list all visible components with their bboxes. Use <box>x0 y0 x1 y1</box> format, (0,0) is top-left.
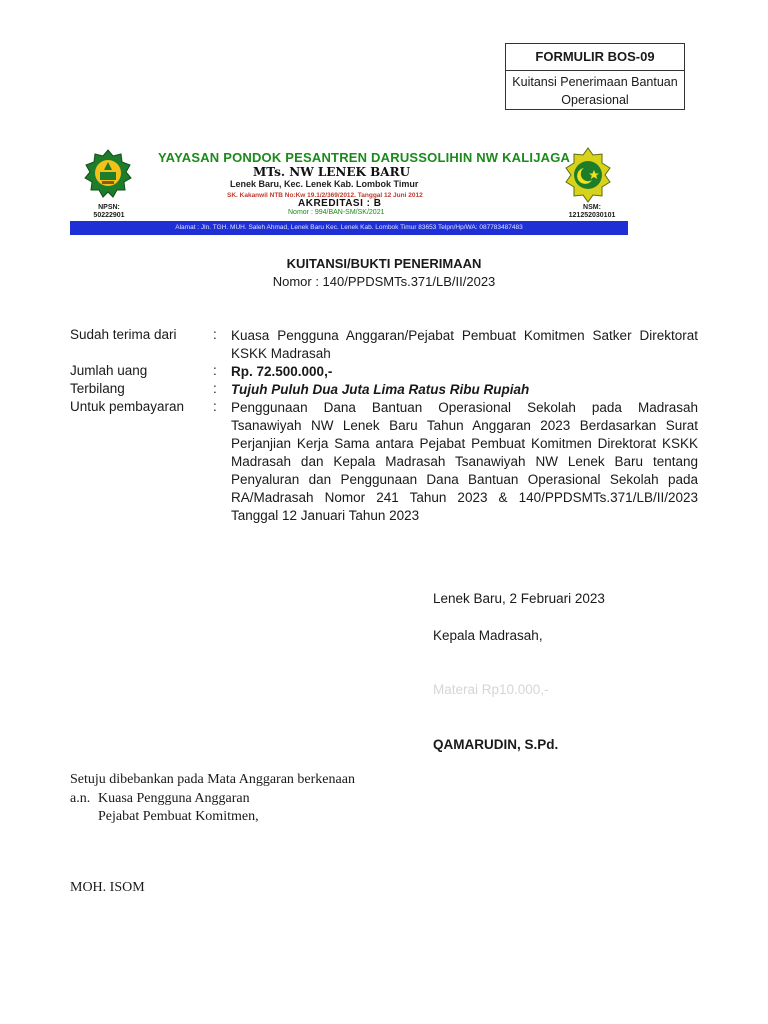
signatory-name: QAMARUDIN, S.Pd. <box>433 737 559 752</box>
approval-line: Setuju dibebankan pada Mata Anggaran berkenaan <box>70 772 355 787</box>
form-code: FORMULIR BOS-09 <box>506 44 684 71</box>
document-title: KUITANSI/BUKTI PENERIMAAN <box>286 256 482 271</box>
nsm-label: NSM: <box>583 204 601 211</box>
field-label-payment-for: Untuk pembayaran <box>70 399 185 414</box>
signature-position: Kepala Madrasah, <box>433 628 543 643</box>
field-value-spelled: Tujuh Puluh Dua Juta Lima Ratus Ribu Rupiah <box>231 382 530 397</box>
approval-prefix: a.n. <box>70 791 91 806</box>
address-bar: Alamat : Jln. TGH. MUH. Saleh Ahmad, Lenek Baru Kec. Lenek Kab. Lombok Timur 83653 Telpn/Hp/WA: 087783487483 <box>70 221 628 235</box>
nsm-block <box>553 204 631 220</box>
field-value-payment-for: Penggunaan Dana Bantuan Operasional Sekolah pada Madrasah Tsanawiyah NW Lenek Baru Tahun Anggaran 2023 Berdasarkan Surat Perjanjian Kerja Sama antara Pejabat Pembuat Komitmen Direktorat KSKK Madrasah dan Kepala Madrasah Tsanawiyah NW Lenek Baru tentang Penyaluran dan Penggunaan Dana Bantuan Operasional Sekolah pada RA/Madrasah Nomor 241 Tahun 2023 & 140/PPDSMTs.371/LB/II/2023 Tanggal 12 Januari Tahun 2023 <box>231 400 698 523</box>
field-label-received-from: Sudah terima dari <box>70 327 177 342</box>
npsn-label: NPSN: <box>98 204 120 211</box>
accreditation: AKREDITASI : B <box>298 198 382 209</box>
approval-role: Kuasa Pengguna Anggaran <box>98 791 250 806</box>
form-description: Kuitansi Penerimaan Bantuan Operasional <box>512 75 678 107</box>
accreditation-number: Nomor : 994/BAN-SM/SK/2021 <box>288 209 385 216</box>
npsn-block <box>70 204 148 220</box>
approver-name: MOH. ISOM <box>70 880 145 895</box>
document-number: Nomor : 140/PPDSMTs.371/LB/II/2023 <box>272 274 496 289</box>
field-colon: : <box>213 381 217 396</box>
nsm-value: 121252030101 <box>568 212 616 219</box>
foundation-name: YAYASAN PONDOK PESANTREN DARUSSOLIHIN NW KALIJAGA <box>158 150 571 165</box>
npsn-value: 50222901 <box>93 212 125 219</box>
field-colon: : <box>213 327 217 342</box>
field-value-amount: Rp. 72.500.000,- <box>231 364 333 379</box>
form-code-box <box>505 43 685 110</box>
field-colon: : <box>213 399 217 414</box>
school-name: MTs. NW LENEK BARU <box>253 165 411 179</box>
field-label-spelled: Terbilang <box>70 381 125 396</box>
decree-text: SK. Kakanwil NTB No:Kw 19.1/2/369/2012. Tanggal 12 Juni 2012 <box>227 192 423 199</box>
ministry-emblem-icon <box>82 148 134 204</box>
field-label-amount: Jumlah uang <box>70 363 148 378</box>
stamp-duty-placeholder: Materai Rp10.000,- <box>433 682 549 697</box>
school-location: Lenek Baru, Kec. Lenek Kab. Lombok Timur <box>230 179 419 189</box>
field-colon: : <box>213 363 217 378</box>
field-value-received-from: Kuasa Pengguna Anggaran/Pejabat Pembuat Komitmen Satker Direktorat KSKK Madrasah <box>231 328 698 361</box>
approval-official: Pejabat Pembuat Komitmen, <box>98 809 259 824</box>
signature-place-date: Lenek Baru, 2 Februari 2023 <box>433 591 605 606</box>
